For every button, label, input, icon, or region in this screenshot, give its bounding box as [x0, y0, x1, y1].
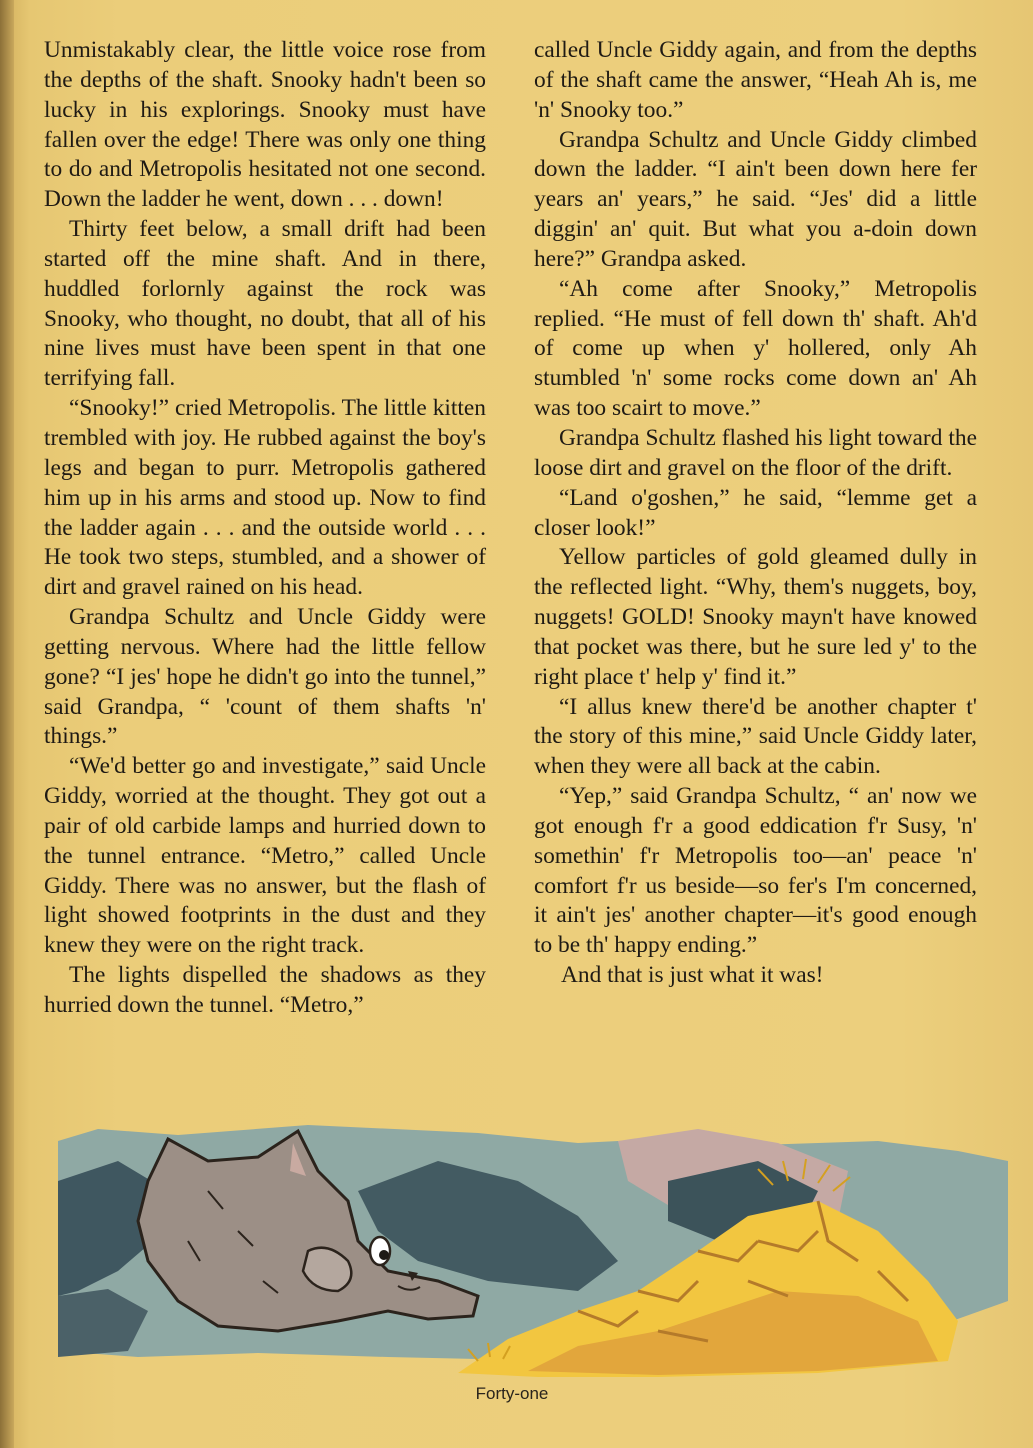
book-spine-shadow — [0, 0, 14, 1448]
paragraph: Grandpa Schultz and Uncle Giddy climbed down the ladder. “I ain't been down here fer years an' years,” he said. “Jes' did a little diggin' an' quit. But what you a-doin down here?” Grandpa asked. — [534, 126, 977, 272]
paragraph: “Land o'goshen,” he said, “lemme get a closer look!” — [534, 484, 977, 541]
left-text-column — [44, 36, 486, 1021]
paragraph: “Yep,” said Grandpa Schultz, “ an' now we got enough f'r a good eddication f'r Susy, 'n' somethin' f'r Metropolis too—an' peace 'n' comfort f'r us beside—so fer's I'm concerned, it ain't jes' another chapter—it's good enough to be th' happy ending.” — [534, 783, 977, 959]
paragraph: “I allus knew there'd be another chapter t' the story of this mine,” said Uncle Giddy later, when they were all back at the cabin. — [534, 693, 977, 780]
paragraph: “Snooky!” cried Metropolis. The little kitten trembled with joy. He rubbed against the boy's legs and began to purr. Metropolis gathered him up in his arms and stood up. Now to find the ladder again . . . and the outside world . . . He took two steps, stumbled, and a shower of dirt and gravel rained on his head. — [44, 395, 486, 601]
kitten-gold-illustration — [58, 1121, 1008, 1383]
paragraph: Grandpa Schultz flashed his light toward the loose dirt and gravel on the floor of the drift. — [534, 424, 977, 481]
paragraph: Yellow particles of gold gleamed dully in the reflected light. “Why, them's nuggets, boy, nuggets! GOLD! Snooky mayn't have knowed that pocket was there, but he sure led y' to the right place t' help y' find it.” — [534, 544, 977, 690]
page-number: Forty-one — [475, 1384, 549, 1403]
paragraph: “Ah come after Snooky,” Metropolis replied. “He must of fell down th' shaft. Ah'd of come up when y' hollered, only Ah stumbled 'n' some rocks come down an' Ah was too scairt to move.” — [534, 275, 977, 422]
paragraph: The lights dispelled the shadows as they hurried down the tunnel. “Metro,” — [44, 962, 486, 1018]
paragraph: Thirty feet below, a small drift had been started off the mine shaft. And in there, huddled forlornly against the rock was Snooky, who thought, no doubt, that all of his nine lives must have been spent in that one terrifying fall. — [44, 216, 486, 392]
right-text-column — [534, 36, 977, 991]
closing-paragraph: And that is just what it was! — [561, 962, 824, 989]
paragraph: Grandpa Schultz and Uncle Giddy were getting nervous. Where had the little fellow gone? “I jes' hope he didn't go into the tunnel,” said Grandpa, “ 'count of them shafts 'n' things.” — [44, 604, 486, 750]
paragraph: Unmistakably clear, the little voice rose from the depths of the shaft. Snooky hadn't been so lucky in his explorings. Snooky must have fallen over the edge! There was only one thing to do and Metropolis hesitated not one second. Down the ladder he went, down . . . down! — [44, 37, 486, 213]
paragraph: “We'd better go and investigate,” said Uncle Giddy, worried at the thought. They got out a pair of old carbide lamps and hurried down to the tunnel entrance. “Metro,” called Uncle Giddy. There was no answer, but the flash of light showed footprints in the dust and they knew they were on the right track. — [44, 753, 486, 959]
kitten-pupil — [379, 1250, 389, 1260]
paragraph: called Uncle Giddy again, and from the depths of the shaft came the answer, “Heah Ah is, me 'n' Snooky too.” — [534, 37, 977, 123]
